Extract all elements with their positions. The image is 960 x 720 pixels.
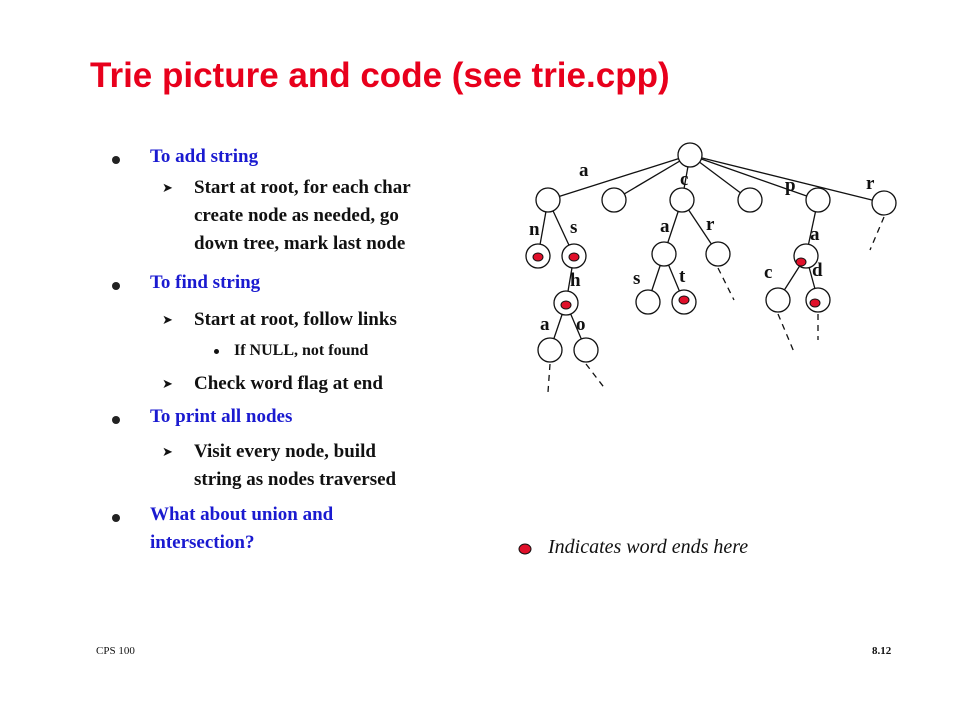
edge-label: p [785, 175, 796, 196]
continuation-edge [778, 314, 794, 352]
edge-label: a [660, 216, 670, 237]
sub-bullet-add-line3: down tree, mark last node [194, 233, 406, 254]
edge-label: a [810, 224, 820, 245]
edge-label: a [540, 314, 550, 335]
footer-page-number: 8.12 [872, 645, 892, 657]
trie-node [602, 188, 626, 212]
edge-label: c [764, 262, 773, 283]
bullet-print-label: To print all nodes [150, 406, 293, 427]
bullet-union-line1: What about union and [150, 504, 334, 525]
word-end-marker [533, 253, 543, 261]
trie-node [652, 242, 676, 266]
trie-node [766, 288, 790, 312]
trie-node [806, 188, 830, 212]
word-end-marker [796, 258, 806, 266]
continuation-edge [718, 268, 734, 300]
trie-node [738, 188, 762, 212]
trie-node [538, 338, 562, 362]
footer-course: CPS 100 [96, 645, 135, 657]
edge-label: o [576, 314, 586, 335]
sub-bullet-find-2-text: Check word flag at end [194, 373, 383, 394]
arrow-bullet-icon: ➤ [162, 445, 173, 460]
arrow-bullet-icon: ➤ [162, 377, 173, 392]
edge-label: n [529, 219, 540, 240]
trie-node [636, 290, 660, 314]
edge-label: r [706, 214, 715, 235]
trie-node [536, 188, 560, 212]
continuation-edge [870, 217, 884, 250]
slide-title: Trie picture and code (see trie.cpp) [90, 56, 670, 95]
word-end-marker [569, 253, 579, 261]
sub-sub-bullet-find-text: If NULL, not found [234, 342, 369, 359]
bullet-union-line2: intersection? [150, 532, 255, 553]
trie-node [706, 242, 730, 266]
edge-label: s [633, 268, 641, 289]
sub-bullet-print-line2: string as nodes traversed [194, 469, 397, 490]
sub-bullet-add-line1: Start at root, for each char [194, 177, 411, 198]
edge-label: a [579, 160, 589, 181]
sub-bullet-print-line1: Visit every node, build [194, 441, 376, 462]
word-end-legend-icon [518, 538, 542, 562]
word-end-marker [679, 296, 689, 304]
continuation-edge [586, 364, 606, 390]
edge-label: r [866, 173, 875, 194]
edge-label: h [570, 270, 581, 291]
trie-node [574, 338, 598, 362]
edge-label: d [812, 260, 823, 281]
trie-root-node [678, 143, 702, 167]
edge-label: t [679, 266, 686, 287]
arrow-bullet-icon: ➤ [162, 181, 173, 196]
trie-node [670, 188, 694, 212]
continuation-edge [548, 364, 550, 392]
sub-bullet-find-1-text: Start at root, follow links [194, 309, 397, 330]
word-end-marker [810, 299, 820, 307]
trie-node [872, 191, 896, 215]
word-end-marker [561, 301, 571, 309]
edge-label: s [570, 217, 578, 238]
sub-bullet-add-line2: create node as needed, go [194, 205, 399, 226]
edge-label: c [680, 169, 689, 190]
bullet-add-label: To add string [150, 146, 259, 167]
arrow-bullet-icon: ➤ [162, 313, 173, 328]
bullet-find-label: To find string [150, 272, 261, 293]
legend-text: Indicates word ends here [548, 536, 749, 558]
